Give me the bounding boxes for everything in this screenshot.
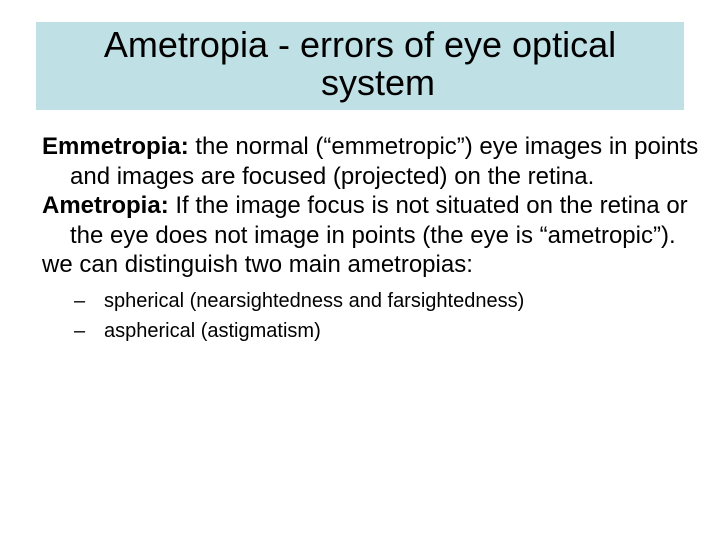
- definition-ametropia: If the image focus is not situated on the retina or the eye does not image in points (the eye is “ametropic”).: [70, 192, 688, 249]
- definition-emmetropia: the normal (“emmetropic”) eye images in points and images are focused (projected) on the retina.: [70, 133, 699, 190]
- intro-list-text: we can distinguish two main ametropias:: [42, 251, 473, 278]
- slide-title-line-2: system: [320, 62, 435, 103]
- list-item: [42, 316, 702, 346]
- list-item-text: aspherical (astigmatism): [104, 319, 321, 342]
- paragraph-emmetropia: [42, 132, 702, 191]
- dash-bullet-icon: –: [74, 319, 86, 342]
- list-item: [42, 286, 702, 316]
- dash-bullet-icon: –: [74, 289, 86, 312]
- list-item-text: spherical (nearsightedness and farsightedness): [104, 289, 525, 312]
- slide-title-line-1: Ametropia - errors of eye optical: [103, 24, 617, 65]
- slide-title: [36, 22, 684, 110]
- term-emmetropia: Emmetropia:: [42, 133, 189, 160]
- term-ametropia: Ametropia:: [42, 192, 169, 219]
- paragraph-intro-list: [42, 250, 702, 280]
- ametropia-types-list: [42, 286, 702, 346]
- slide-body: [42, 132, 702, 346]
- paragraph-ametropia: [42, 191, 702, 250]
